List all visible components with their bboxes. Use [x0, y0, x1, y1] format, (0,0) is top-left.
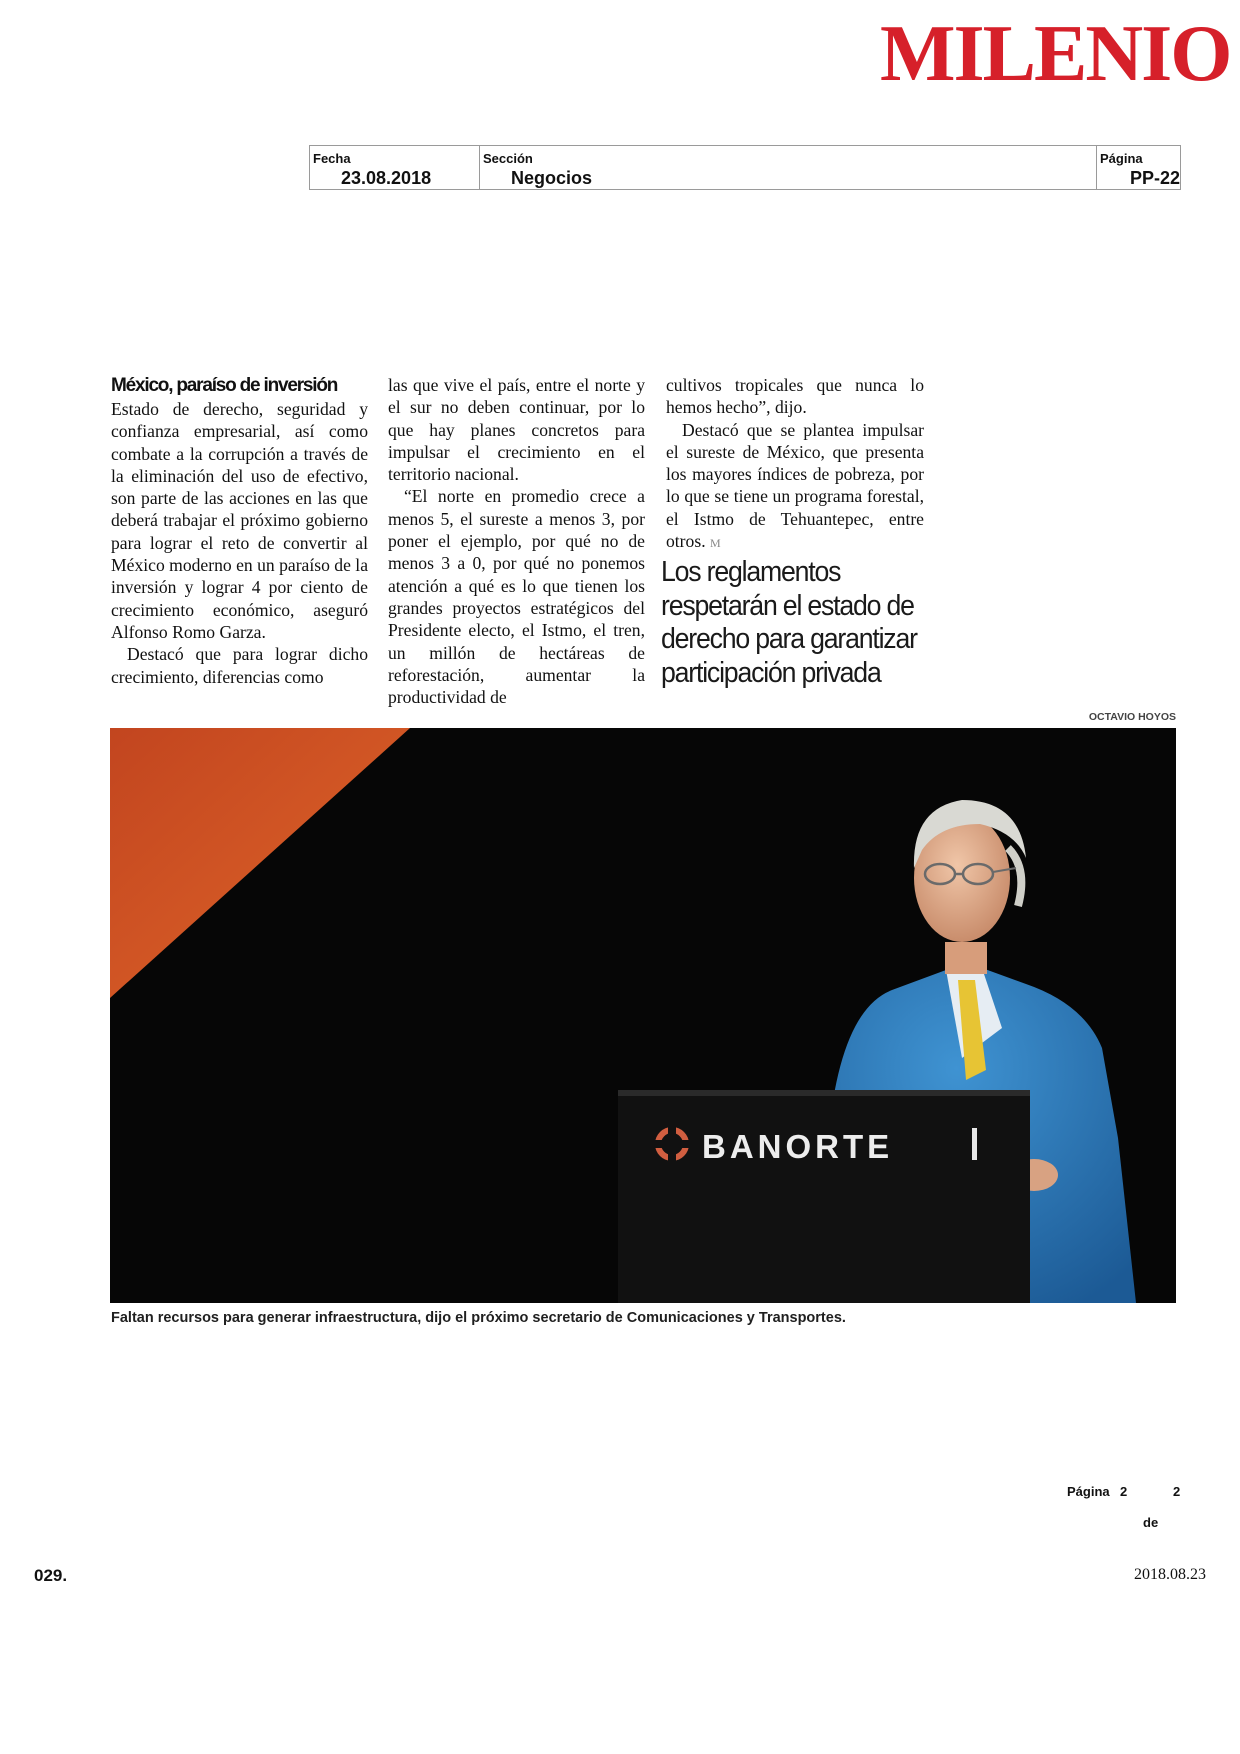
- footer-date: 2018.08.23: [1134, 1566, 1206, 1583]
- seccion-cell: [480, 146, 1097, 189]
- fecha-label: Fecha: [313, 151, 351, 166]
- article-column-3: [666, 374, 924, 554]
- article-kicker: México, paraíso de inversión: [111, 375, 338, 396]
- col3-paragraph-1: cultivos tropicales que nunca lo hemos hecho”, dijo.: [666, 375, 924, 418]
- podium: [618, 1090, 1030, 1303]
- photo-credit: OCTAVIO HOYOS: [1088, 711, 1176, 723]
- col1-paragraph-1: Estado de derecho, seguridad y confianza empresarial, así como combate a la corrupción a través de la eliminación del uso de efectivo, son parte de las acciones en las que deberá trabajar el próximo gobierno para lograr el reto de convertir al México moderno en un paraíso de la inversión y lograr 4 por ciento de crecimiento económico, aseguró Alfonso Romo Garza.: [111, 399, 368, 642]
- col1-paragraph-2: Destacó que para lograr dicho crecimiento, diferencias como: [111, 644, 368, 687]
- footer-de-label: de: [1143, 1515, 1159, 1530]
- article-column-2: [388, 374, 645, 708]
- article-photo: [110, 728, 1176, 1303]
- end-mark: M: [710, 536, 721, 551]
- footer-page-current: 2: [1120, 1484, 1128, 1499]
- pull-quote: Los reglamentos respetarán el estado de derecho para garantizar participación privada: [661, 556, 917, 689]
- fecha-value: 23.08.2018: [341, 168, 432, 188]
- clip-number: 029.: [34, 1566, 68, 1585]
- article-column-1: [111, 374, 368, 688]
- photo-caption: Faltan recursos para generar infraestructura, dijo el próximo secretario de Comunicaciones y Transportes.: [111, 1310, 846, 1326]
- footer-pagina-label: Página: [1067, 1484, 1110, 1499]
- fecha-cell: [310, 146, 480, 189]
- col3-paragraph-2-text: Destacó que se plantea impulsar el sureste de México, que presenta los mayores índices de pobreza, por lo que se tiene un programa forestal, el Istmo de Tehuantepec, entre otros.: [666, 419, 924, 552]
- pagina-cell: [1097, 146, 1180, 189]
- seccion-value: Negocios: [511, 168, 593, 188]
- pagina-label: Página: [1100, 151, 1143, 166]
- footer-page-total: 2: [1173, 1484, 1181, 1499]
- clipping-meta-table: [309, 145, 1181, 190]
- pagina-value: PP-22: [1129, 168, 1180, 188]
- col3-paragraph-2: [666, 419, 924, 555]
- milenio-logo: MILENIO: [880, 10, 1231, 98]
- col2-paragraph-2: “El norte en promedio crece a menos 5, el sureste a menos 3, por poner el ejemplo, por qué no de menos 3 a 0, por qué no ponemos atención a qué es lo que tienen los grandes proyectos estratégicos del Presidente electo, el Istmo, el tren, un millón de hectáreas de reforestación, aumentar la productividad de: [388, 486, 645, 708]
- speaker-at-podium-illustration: [110, 728, 1176, 1303]
- podium-brand-text: BANORTE: [702, 1128, 894, 1165]
- col2-paragraph-1: las que vive el país, entre el norte y el sur no deben continuar, por lo que hay planes concretos para impulsar el crecimiento en el territorio nacional.: [388, 375, 645, 485]
- seccion-label: Sección: [483, 151, 533, 166]
